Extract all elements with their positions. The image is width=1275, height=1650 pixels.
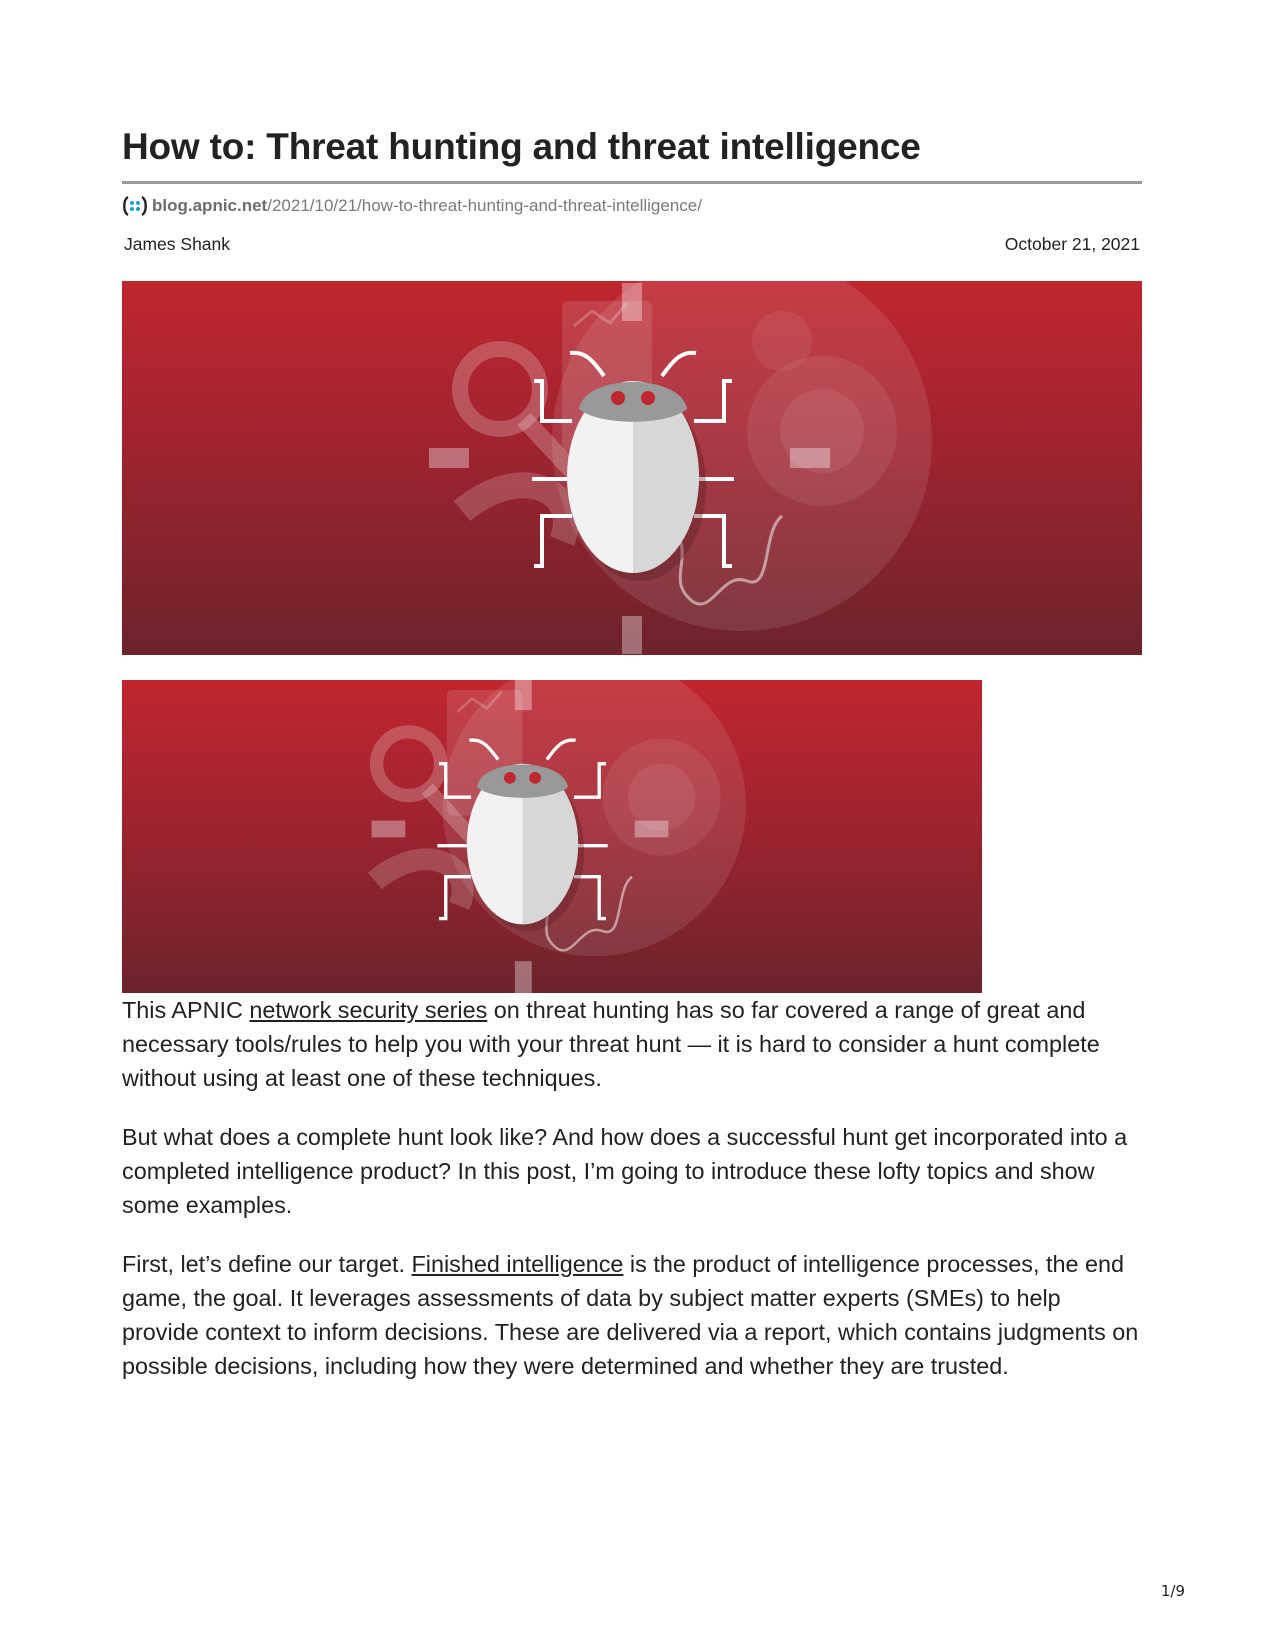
paragraph-intro — [122, 993, 1142, 1095]
bug-icon — [122, 680, 982, 993]
paragraph-finished-intelligence — [122, 1247, 1142, 1383]
source-path: /2021/10/21/how-to-threat-hunting-and-threat-intelligence/ — [267, 196, 702, 215]
apnic-logo-icon — [122, 195, 148, 217]
paragraph-text: This APNIC — [122, 997, 250, 1023]
bug-icon — [122, 281, 1142, 655]
article-image — [122, 680, 982, 993]
source-domain: blog.apnic.net — [152, 196, 268, 215]
paragraph-text: First, let’s define our target. — [122, 1251, 412, 1277]
author-name: James Shank — [124, 234, 231, 254]
paragraph-complete-hunt: But what does a complete hunt look like? And how does a successful hunt get incorporated into a completed intelligence product? In this post, I’m going to introduce these lofty topics and show some examples. — [122, 1124, 1128, 1218]
publish-date: October 21, 2021 — [1004, 234, 1140, 254]
page-title: How to: Threat hunting and threat intelligence — [122, 126, 921, 167]
finished-intelligence-link[interactable]: Finished intelligence — [411, 1251, 624, 1277]
network-security-series-link[interactable]: network security series — [249, 997, 488, 1023]
title-divider — [122, 181, 1142, 184]
source-url[interactable] — [122, 195, 702, 217]
paragraph-text: on threat hunting has so far covered a range of great and necessary tools/rules to help you with your threat hunt — it is hard to consider a hunt complete without using at least one of these techniques. — [122, 997, 1100, 1091]
page-number: 1/9 — [1160, 1582, 1185, 1600]
hero-image — [122, 281, 1142, 655]
paragraph-text: is the product of intelligence processes, the end game, the goal. It leverages assessments of data by subject matter experts (SMEs) to help provide context to inform decisions. These are delivered via a report, which contains judgments on possible decisions, including how they were determined and whether they are trusted. — [122, 1251, 1139, 1379]
article-meta — [124, 234, 1140, 255]
